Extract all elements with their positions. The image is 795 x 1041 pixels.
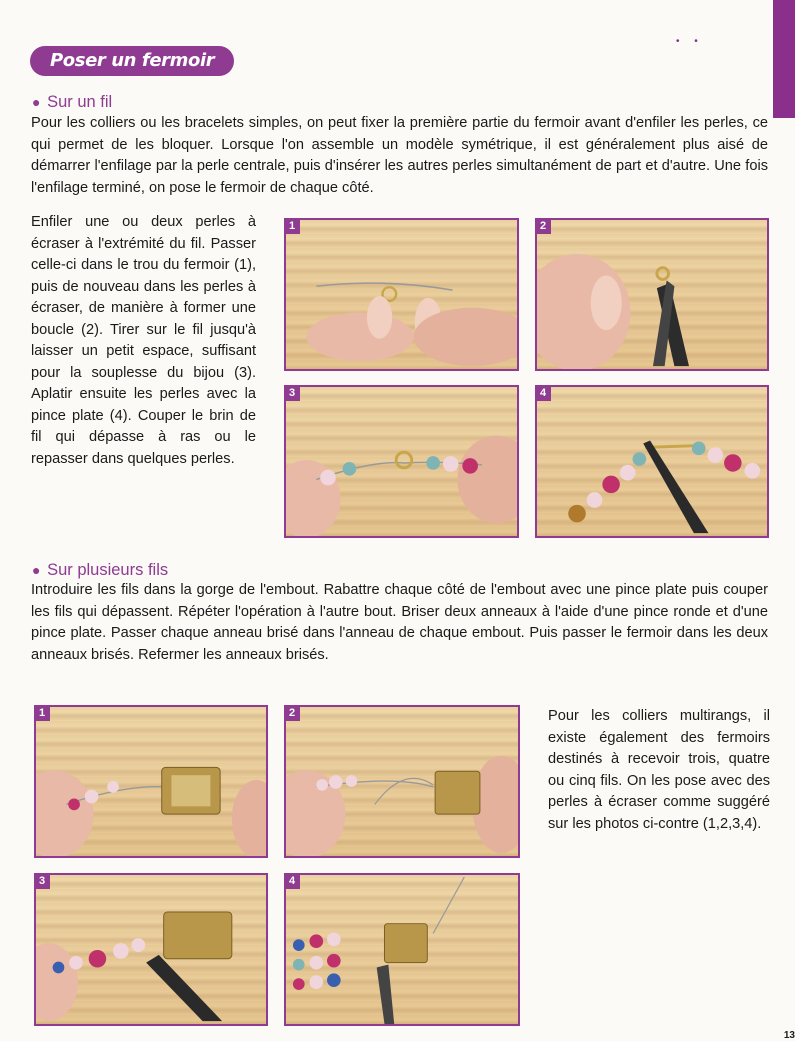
decorative-dots: • • — [676, 36, 704, 47]
photo-multi-2 — [284, 705, 520, 858]
beads-wire-illustration — [286, 387, 517, 536]
bullet-icon: ● — [32, 562, 41, 578]
photo-number: 2 — [284, 705, 300, 721]
section-heading-text: Sur plusieurs fils — [47, 561, 169, 579]
section2-intro: Introduire les fils dans la gorge de l'embout. Rabattre chaque côté de l'embout avec une pince plate puis couper les fils qui dépassent. Répéter l'opération à l'autre bout. Briser deux anneaux à l'aide d'une pince ronde et d'une pince plate. Passer chaque anneau brisé dans l'anneau de chaque embout. Puis passer le fermoir dans les deux anneaux brisés. Refermer les anneaux brisés. — [31, 582, 768, 663]
section-heading-multiple-threads — [32, 561, 168, 580]
page-title: Poser un fermoir — [30, 46, 234, 76]
section1-steps-text: Enfiler une ou deux perles à écraser à l'extrémité du fil. Passer celle-ci dans le trou du fermoir (1), puis de nouveau dans les perles à écraser, de manière à former une boucle (2). Tirer sur le fil jusqu'à laisser un petit espace, suffisant pour la souplesse du bijou (3). Aplatir ensuite les perles avec la pince plate (4). Couper le brin de fil qui dépasse à ras ou le repasser dans quelques perles. — [31, 214, 256, 467]
multi-clasp-illustration — [36, 707, 266, 856]
photo-single-3 — [284, 385, 519, 538]
photo-number: 2 — [535, 218, 551, 234]
multi-clasp-wire-illustration — [286, 707, 518, 856]
photo-number: 3 — [34, 873, 50, 889]
photo-multi-1 — [34, 705, 268, 858]
photo-multi-3 — [34, 873, 268, 1026]
photo-number: 1 — [34, 705, 50, 721]
pliers-beads-illustration — [537, 387, 767, 536]
photo-number: 3 — [284, 385, 300, 401]
photo-single-2 — [535, 218, 769, 371]
section-heading-text: Sur un fil — [47, 93, 113, 111]
section-heading-single-thread — [32, 93, 112, 112]
photo-number: 1 — [284, 218, 300, 234]
photo-multi-4 — [284, 873, 520, 1026]
multi-strand-illustration — [286, 875, 518, 1024]
fingers-wire-illustration — [286, 220, 517, 369]
section2-side-text: Pour les colliers multirangs, il existe également des fermoirs destinés à recevoir trois, quatre ou cinq fils. On les pose avec des perles à écraser comme suggéré sur les photos ci-contre (1,2,3,4). — [548, 708, 770, 832]
bullet-icon: ● — [32, 94, 41, 110]
photo-single-4 — [535, 385, 769, 538]
pliers-clasp-illustration — [537, 220, 767, 369]
photo-number: 4 — [535, 385, 551, 401]
photo-single-1 — [284, 218, 519, 371]
photo-number: 4 — [284, 873, 300, 889]
multi-pliers-illustration — [36, 875, 266, 1024]
section1-intro: Pour les colliers ou les bracelets simples, on peut fixer la première partie du fermoir avant d'enfiler les perles, ce qui permet de les bloquer. Lorsque l'on assemble un modèle symétrique, il est généralement plus aisé de démarrer l'enfilage par la perle centrale, puis d'insérer les autres perles simultanément de part et d'autre. Une fois l'enfilage terminé, on pose le fermoir de chaque côté. — [31, 115, 768, 196]
edge-color-tab — [773, 0, 795, 118]
page-number: 13 — [783, 1030, 795, 1041]
